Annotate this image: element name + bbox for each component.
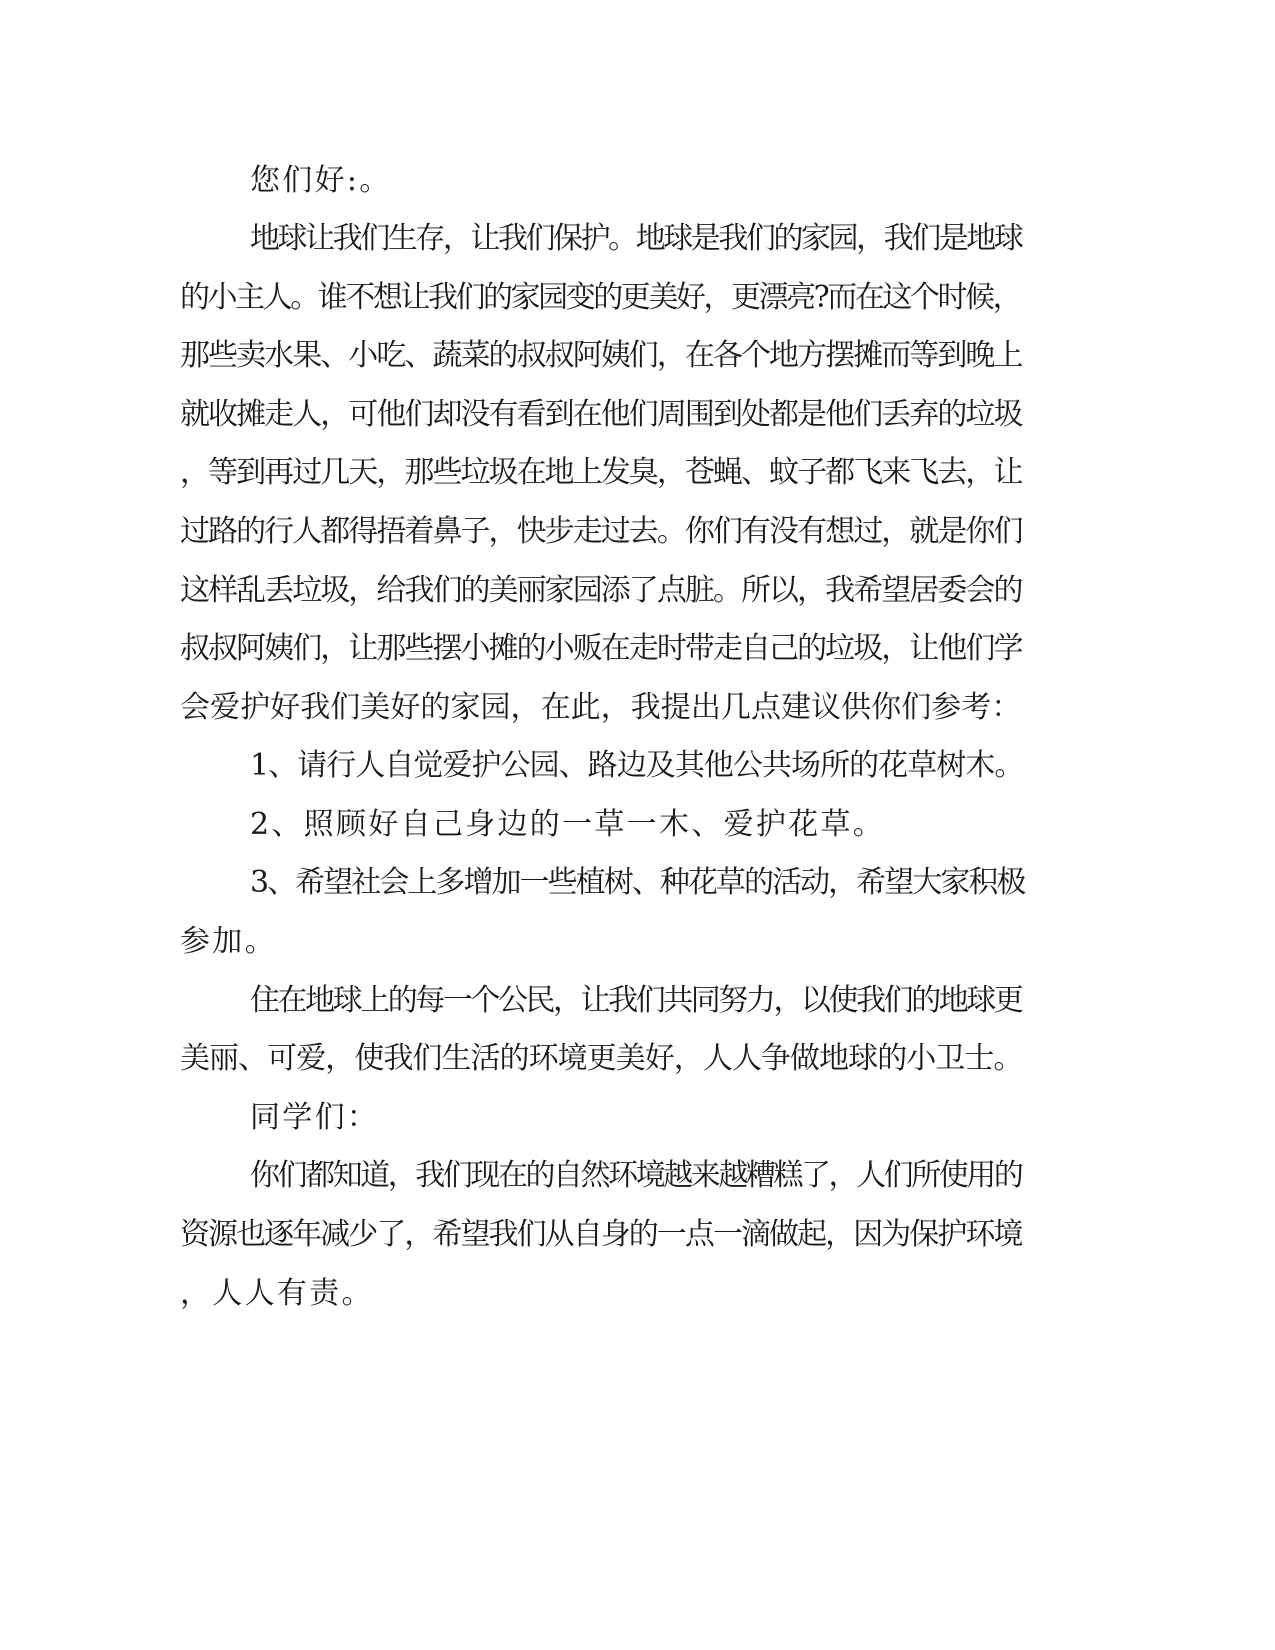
text-line: 参加。 [180,924,277,959]
text-line: 地球让我们生存，让我们保护。地球是我们的家园，我们是地球 [250,221,1022,256]
text-line: 叔叔阿姨们，让那些摆小摊的小贩在走时带走自己的垃圾，让他们学 [180,631,1022,666]
list-item-1: 1、请行人自觉爱护公园、路边及其他公共场所的花草树木。 [250,748,1024,783]
text-line: 资源也逐年减少了，希望我们从自身的一点一滴做起，因为保护环境 [180,1217,1022,1252]
text-line: 你们都知道，我们现在的自然环境越来越糟糕了，人们所使用的 [250,1158,1022,1193]
text-line: 就收摊走人，可他们却没有看到在他们周围到处都是他们丢弃的垃圾 [180,397,1022,432]
text-line: 这样乱丢垃圾，给我们的美丽家园添了点脏。所以，我希望居委会的 [180,573,1022,608]
list-item-2: 2、照顾好自己身边的一草一木、爱护花草。 [250,807,886,842]
text-line: ，人人有责。 [180,1276,374,1311]
text-line: 会爱护好我们美好的家园，在此，我提出几点建议供你们参考： [180,690,1022,725]
text-line: 住在地球上的每一个公民，让我们共同努力，以使我们的地球更 [250,983,1022,1018]
text-line-salutation: 同学们： [250,1100,380,1135]
text-line: 过路的行人都得捂着鼻子，快步走过去。你们有没有想过，就是你们 [180,514,1022,549]
list-item-3: 3、希望社会上多增加一些植树、种花草的活动，希望大家积极 [250,865,1025,900]
text-line: 那些卖水果、小吃、蔬菜的叔叔阿姨们，在各个地方摆摊而等到晚上 [180,338,1022,373]
text-line: 美丽、可爱，使我们生活的环境更美好，人人争做地球的小卫士。 [180,1041,1023,1076]
text-line: 的小主人。谁不想让我们的家园变的更美好，更漂亮?而在这个时候， [180,280,1021,315]
text-line-greeting: 您们好:。 [250,163,392,198]
text-line: ，等到再过几天，那些垃圾在地上发臭，苍蝇、蚊子都飞来飞去，让 [180,455,1022,490]
